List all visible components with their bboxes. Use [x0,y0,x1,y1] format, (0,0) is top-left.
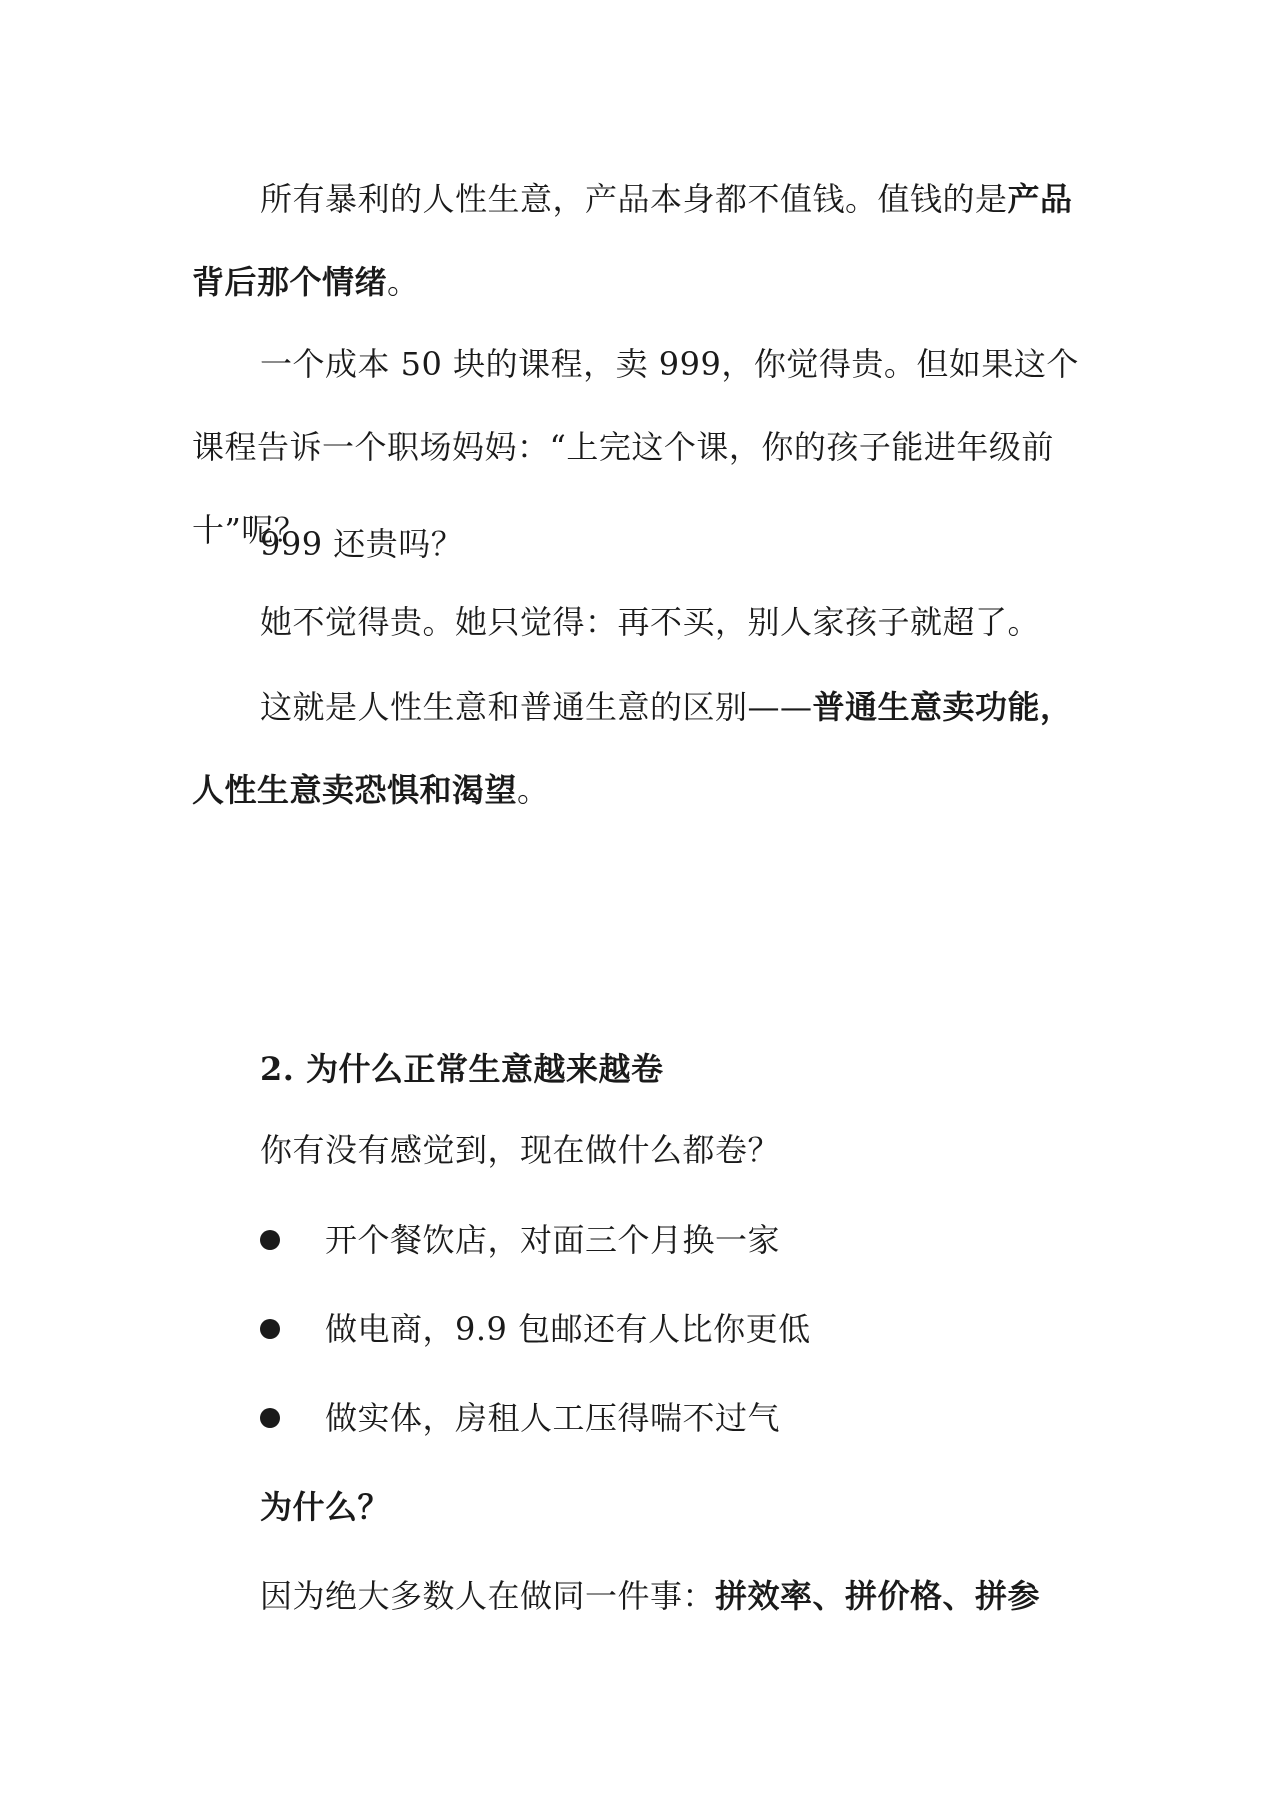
paragraph-text: 一个成本 50 块的课程，卖 999，你觉得贵。但如果这个课程告诉一个职场妈妈：“上完这个课，你的孩子能进年级前十”呢？ [192,345,1079,549]
why-heading: 为什么？ [260,1488,391,1526]
paragraph-reason [260,1576,1040,1616]
bold-emphasis: 拼效率、拼价格、拼参 [715,1577,1041,1615]
paragraph-still-expensive: 999 还贵吗？ [260,525,464,563]
bold-emphasis: 普通生意卖功能，人性生意卖恐惧和渴望 [192,688,1073,809]
bullet-text: 做电商，9.9 包邮还有人比你更低 [325,1310,811,1348]
paragraph-tail: 。 [387,263,420,301]
paragraph-mother-reaction: 她不觉得贵。她只觉得：再不买，别人家孩子就超了。 [260,603,1041,641]
bold-emphasis: 产品背后那个情绪 [192,180,1073,301]
paragraph-text: 因为绝大多数人在做同一件事： [260,1577,716,1615]
bullet-item [260,1220,780,1260]
paragraph-tail: 。 [517,771,550,809]
paragraph-value-of-emotion [192,158,1084,324]
bullet-text: 开个餐饮店，对面三个月换一家 [325,1221,781,1259]
bullet-dot-icon [260,1230,280,1250]
bullet-dot-icon [260,1408,280,1428]
bullet-item [260,1309,811,1349]
paragraph-text: 这就是人性生意和普通生意的区别—— [260,688,813,726]
bullet-item [260,1398,780,1438]
section-heading: 2. 为什么正常生意越来越卷 [260,1050,664,1088]
paragraph-text: 所有暴利的人性生意，产品本身都不值钱。值钱的是 [260,180,1008,218]
paragraph-difference [192,666,1084,832]
bullet-dot-icon [260,1319,280,1339]
bullet-text: 做实体，房租人工压得喘不过气 [325,1399,781,1437]
section-intro: 你有没有感觉到，现在做什么都卷？ [260,1131,781,1169]
